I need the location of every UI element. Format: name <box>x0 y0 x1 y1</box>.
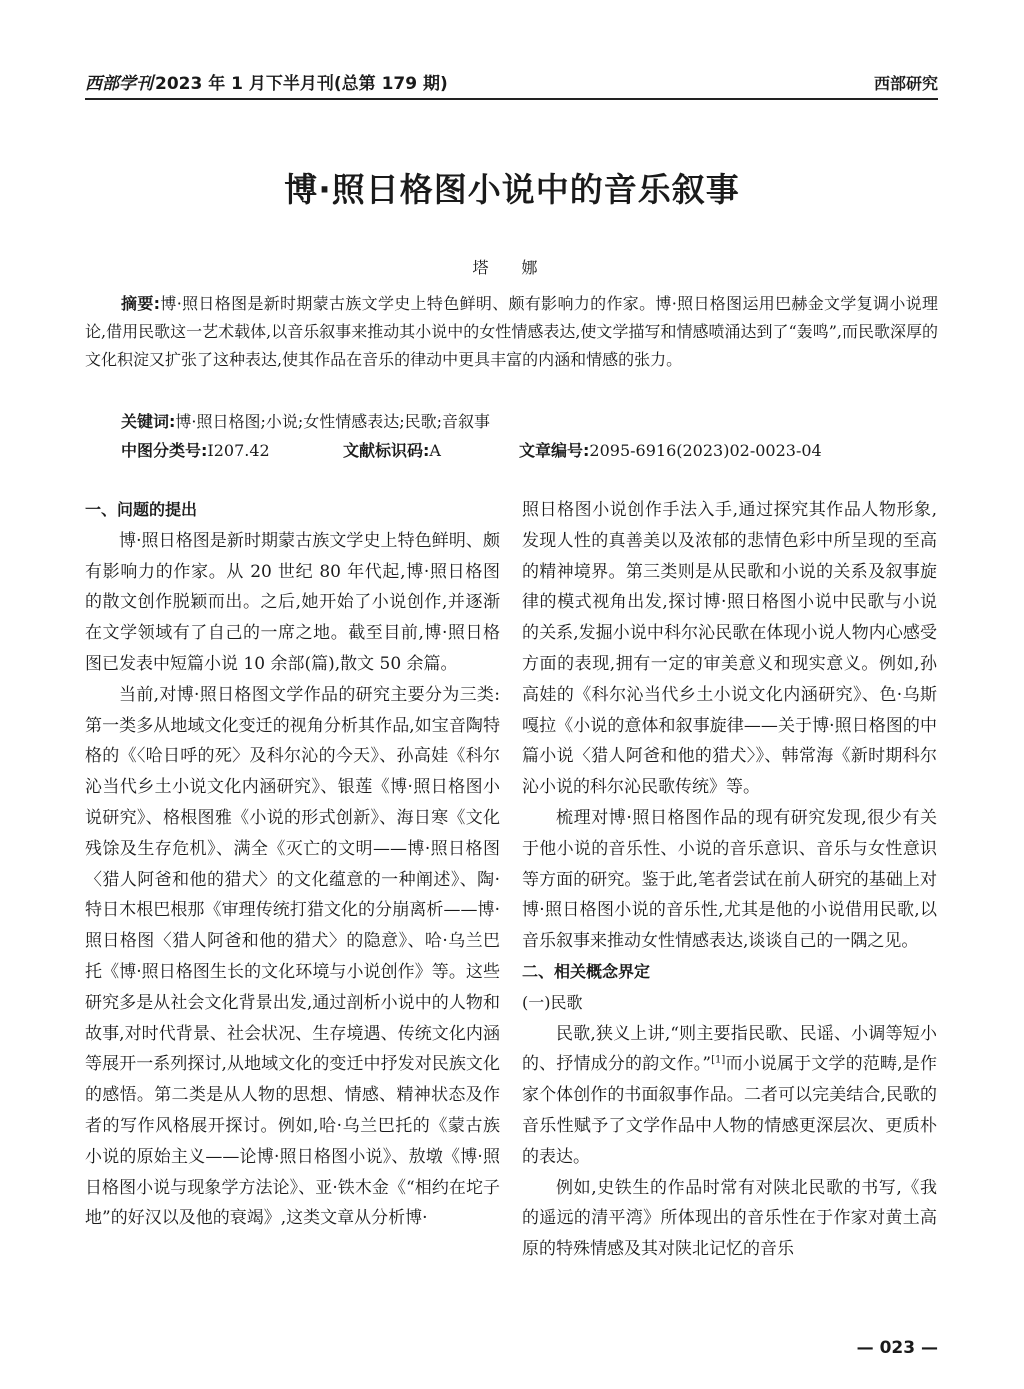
clc-value: I207.42 <box>207 441 270 460</box>
journal-logo: 西部学刊 <box>85 74 153 94</box>
paragraph: 例如,史铁生的作品时常有对陕北民歌的书写,《我的遥远的清平湾》所体现出的音乐性在于作家对黄土高原的特殊情感及其对陕北记忆的音乐 <box>522 1177 937 1260</box>
article-title: 博·照日格图小说中的音乐叙事 <box>284 170 740 209</box>
right-column <box>522 495 937 1265</box>
doc-code-label: 文献标识码: <box>343 441 430 460</box>
journal-issue-line <box>85 69 448 98</box>
paragraph-text: 而小说属于文学的范畴,是作家个体创作的书面叙事作品。二者可以完美结合,民歌的音乐性赋予了文学作品中人物的情感更深层次、更质朴的表达。 <box>522 1054 937 1167</box>
left-column <box>85 495 500 1234</box>
citation-ref: [1] <box>711 1054 726 1066</box>
abstract-text: 博·照日格图是新时期蒙古族文学史上特色鲜明、颇有影响力的作家。博·照日格图运用巴赫金文学复调小说理论,借用民歌这一艺术载体,以音乐叙事来推动其小说中的女性情感表达,使文学描写和情感喷涌达到了“轰鸣”,而民歌深厚的文化积淀又扩张了这种表达,使其作品在音乐的律动中更具丰富的内涵和情感的张力。 <box>85 294 938 369</box>
paragraph <box>522 1019 937 1173</box>
issue-info: 2023 年 1 月下半月刊(总第 179 期) <box>155 74 448 94</box>
paragraph-text: 民歌,狭义上讲,“则主要指民歌、民谣、小调等短小的、抒情成分的韵文作。” <box>522 1023 937 1075</box>
running-header <box>85 72 938 100</box>
abstract-label: 摘要: <box>121 294 161 313</box>
paragraph: 博·照日格图是新时期蒙古族文学史上特色鲜明、颇有影响力的作家。从 20 世纪 80 年代起,博·照日格图的散文创作脱颖而出。之后,她开始了小说创作,并逐渐在文学领域有了自己的一席之地。截至目前,博·照日格图已发表中短篇小说 10 余部(篇),散文 50 余篇。 <box>85 530 500 674</box>
section-heading-1: 一、问题的提出 <box>85 500 198 519</box>
section-name: 西部研究 <box>873 74 938 93</box>
paragraph: 照日格图小说创作手法入手,通过探究其作品人物形象,发现人性的真善美以及浓郁的悲情色彩中所呈现的至高的精神境界。第三类则是从民歌和小说的关系及叙事旋律的模式视角出发,探讨博·照日格图小说中民歌与小说的关系,发掘小说中科尔沁民歌在体现小说人物内心感受方面的表现,拥有一定的审美意义和现实意义。例如,孙高娃的《科尔沁当代乡土小说文化内涵研究》、色·乌斯嘎拉《小说的意体和叙事旋律——关于博·照日格图的中篇小说〈猎人阿爸和他的猎犬〉》、韩常海《新时期科尔沁小说的科尔沁民歌传统》等。 <box>522 500 937 798</box>
page-number: — 023 — <box>856 1338 938 1358</box>
keywords-label: 关键词: <box>121 412 176 431</box>
article-number-label: 文章编号: <box>519 441 590 460</box>
abstract <box>85 290 938 374</box>
classification-line <box>121 437 941 465</box>
author-name: 塔 娜 <box>472 258 552 277</box>
article-number-value: 2095-6916(2023)02-0023-04 <box>589 441 822 460</box>
keywords <box>121 408 490 436</box>
subsection-heading: (一)民歌 <box>522 992 583 1012</box>
paragraph: 梳理对博·照日格图作品的现有研究发现,很少有关于他小说的音乐性、小说的音乐意识、音乐与女性意识等方面的研究。鉴于此,笔者尝试在前人研究的基础上对博·照日格图小说的音乐性,尤其是他的小说借用民歌,以音乐叙事来推动女性情感表达,谈谈自己的一隅之见。 <box>522 807 937 952</box>
paragraph: 当前,对博·照日格图文学作品的研究主要分为三类:第一类多从地域文化变迁的视角分析其作品,如宝音陶特格的《〈哈日呼的死〉及科尔沁的今天》、孙高娃《科尔沁当代乡土小说文化内涵研究》、银莲《博·照日格图小说研究》、格根图雅《小说的形式创新》、海日寒《文化残馀及生存危机》、满全《灭亡的文明——博·照日格图〈猎人阿爸和他的猎犬〉的文化蕴意的一种阐述》、陶·特日木根巴根那《审理传统打猎文化的分崩离析——博·照日格图〈猎人阿爸和他的猎犬〉的隐意》、哈·乌兰巴托《博·照日格图生长的文化环境与小说创作》等。这些研究多是从社会文化背景出发,通过剖析小说中的人物和故事,对时代背景、社会状况、生存境遇、传统文化内涵等展开一系列探讨,从地域文化的变迁中抒发对民族文化的感悟。第二类是从人物的思想、情感、精神状态及作者的写作风格展开探讨。例如,哈·乌兰巴托的《蒙古族小说的原始主义——论博·照日格图小说》、敖墩《博·照日格图小说与现象学方法论》、亚·铁木金《“相约在坨子地”的好汉以及他的衰竭》,这类文章从分析博· <box>85 684 500 1229</box>
doc-code-value: A <box>429 441 441 460</box>
clc-label: 中图分类号: <box>121 441 208 460</box>
keywords-text: 博·照日格图;小说;女性情感表达;民歌;音叙事 <box>175 412 491 431</box>
section-heading-2: 二、相关概念界定 <box>522 961 651 981</box>
